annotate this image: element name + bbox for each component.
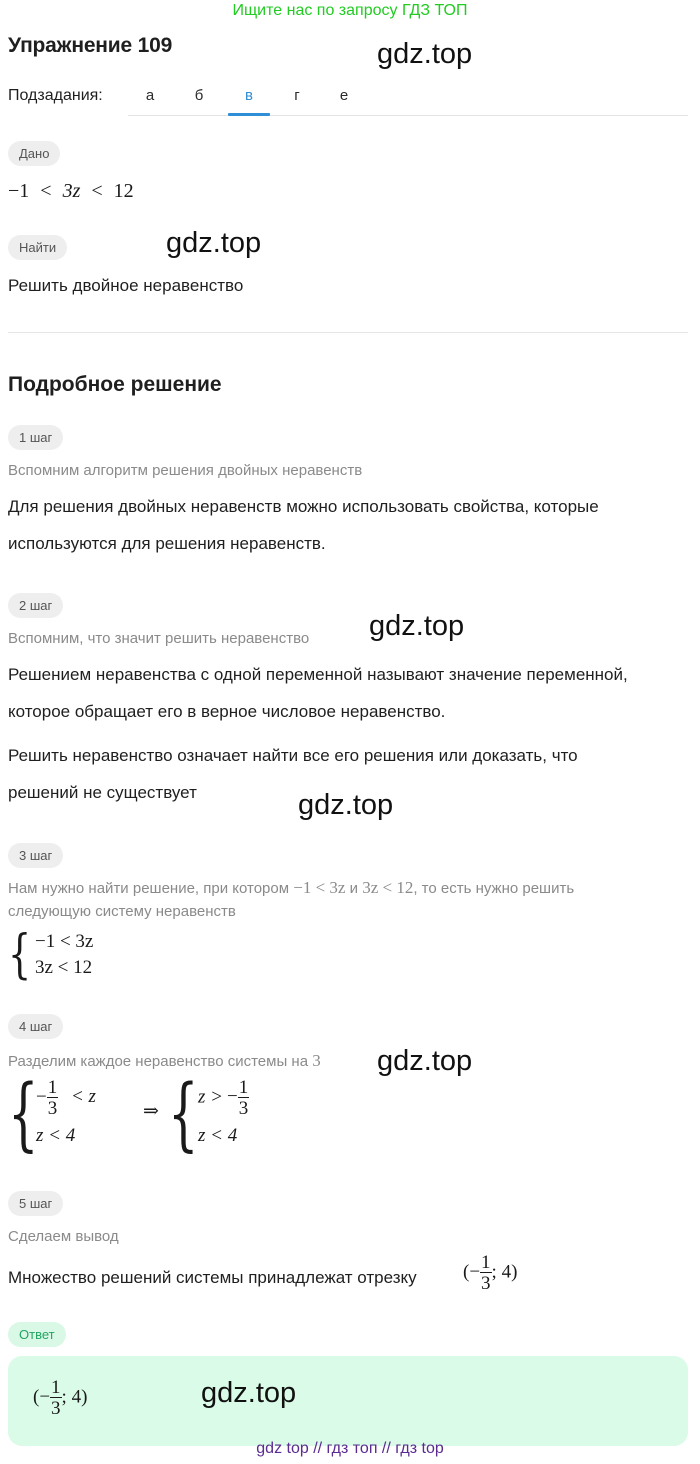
- step-3-hint-part-3: , то есть нужно решить: [413, 880, 575, 897]
- interval-close: ; 4): [491, 1261, 518, 1283]
- step-3-hint-expr-2: 3z < 12: [362, 878, 414, 897]
- tab-v-active[interactable]: в: [245, 87, 253, 104]
- section-divider: [8, 332, 688, 333]
- fraction: [480, 1253, 492, 1293]
- brace-icon: {: [168, 1067, 199, 1160]
- step-2-line-3: Решить неравенство означает найти все его решения или доказать, что: [8, 746, 578, 765]
- step-3-hint-line-2: следующую систему неравенств: [8, 903, 236, 920]
- watermark: gdz.top: [369, 610, 465, 642]
- denominator: 3: [47, 1098, 58, 1119]
- watermark: gdz.top: [166, 227, 262, 259]
- step-3-hint-part-2: и: [349, 880, 359, 897]
- step-4-hint: [8, 1051, 321, 1071]
- tab-e[interactable]: е: [339, 87, 349, 104]
- footer-links[interactable]: gdz top // гдз топ // гдз top: [256, 1440, 444, 1457]
- brace-icon: {: [8, 925, 32, 985]
- given-right: 12: [113, 180, 134, 202]
- brace-icon: {: [8, 1067, 39, 1160]
- step-3-hint: [8, 878, 574, 898]
- step-4-right-row-2: [198, 1125, 237, 1147]
- step-4-left-row-1-rest: < z: [70, 1086, 96, 1108]
- step-3-hint-expr-1: −1 < 3z: [293, 878, 346, 897]
- watermark: gdz.top: [298, 789, 394, 821]
- tab-g[interactable]: г: [294, 87, 300, 104]
- watermark: gdz.top: [201, 1377, 297, 1409]
- top-banner[interactable]: Ищите нас по запросу ГДЗ ТОП: [232, 2, 468, 19]
- step-1-line-1: Для решения двойных неравенств можно использовать свойства, которые: [8, 497, 599, 516]
- numerator: 1: [238, 1077, 249, 1098]
- fraction: [238, 1078, 250, 1118]
- step-1-hint: Вспомним алгоритм решения двойных неравенств: [8, 462, 363, 479]
- step-1-line-2: используются для решения неравенств.: [8, 534, 326, 553]
- row-lhs: z >: [198, 1086, 223, 1108]
- tab-a[interactable]: а: [145, 87, 155, 104]
- given-left: −1: [8, 180, 30, 202]
- given-expression: [8, 180, 134, 203]
- step-3-hint-part-1: Нам нужно найти решение, при котором: [8, 880, 290, 897]
- given-op1: <: [40, 180, 52, 202]
- given-op2: <: [91, 180, 103, 202]
- step-5-chip: 5 шаг: [8, 1191, 63, 1216]
- implies-arrow: ⇒: [143, 1101, 159, 1122]
- page-title: Упражнение 109: [8, 34, 173, 57]
- step-4-hint-value: 3: [312, 1051, 321, 1070]
- step-5-interval: [463, 1253, 517, 1293]
- step-4-hint-text: Разделим каждое неравенство системы на: [8, 1053, 309, 1070]
- sign: −: [36, 1086, 47, 1108]
- sign: −: [226, 1086, 238, 1108]
- solution-title: Подробное решение: [8, 373, 222, 396]
- answer-chip: Ответ: [8, 1322, 66, 1347]
- find-chip: Найти: [8, 235, 67, 260]
- interval-open: (−: [33, 1386, 51, 1408]
- step-2-line-1: Решением неравенства с одной переменной называют значение переменной,: [8, 665, 628, 684]
- step-2-hint: Вспомним, что значит решить неравенство: [8, 630, 310, 647]
- answer-box: [8, 1356, 688, 1446]
- step-4-left-row-1: [36, 1078, 96, 1118]
- tab-b[interactable]: б: [194, 87, 204, 104]
- step-4-left-row-2: [36, 1125, 75, 1147]
- step-5-text: Множество решений системы принадлежат отрезку: [8, 1268, 417, 1287]
- tabs-divider: [128, 115, 688, 116]
- given-chip: Дано: [8, 141, 60, 166]
- interval-close: ; 4): [61, 1386, 88, 1408]
- step-1-chip: 1 шаг: [8, 425, 63, 450]
- numerator: 1: [51, 1377, 61, 1398]
- row-text: z < 4: [198, 1125, 238, 1146]
- watermark: gdz.top: [377, 38, 473, 70]
- step-3-system-row-1: −1 < 3z: [35, 931, 94, 952]
- denominator: 3: [51, 1398, 61, 1419]
- watermark: gdz.top: [377, 1045, 473, 1077]
- step-3-chip: 3 шаг: [8, 843, 63, 868]
- step-4-right-row-1: [198, 1078, 249, 1118]
- numerator: 1: [481, 1252, 491, 1273]
- step-3-system-row-2: 3z < 12: [35, 957, 93, 978]
- step-2-line-4: решений не существует: [8, 783, 197, 802]
- denominator: 3: [238, 1098, 249, 1119]
- fraction: [50, 1378, 62, 1418]
- given-middle: 3z: [62, 180, 81, 202]
- step-5-hint: Сделаем вывод: [8, 1228, 119, 1245]
- interval-open: (−: [463, 1261, 481, 1283]
- subtasks-label: Подзадания:: [8, 87, 103, 104]
- step-2-line-2: которое обращает его в верное числовое неравенство.: [8, 702, 446, 721]
- step-2-chip: 2 шаг: [8, 593, 63, 618]
- fraction: [47, 1078, 59, 1118]
- answer-interval: [33, 1378, 87, 1418]
- step-4-chip: 4 шаг: [8, 1014, 63, 1039]
- find-text: Решить двойное неравенство: [8, 276, 244, 295]
- numerator: 1: [47, 1077, 58, 1098]
- active-tab-indicator: [228, 113, 270, 116]
- denominator: 3: [481, 1273, 491, 1294]
- row-text: z < 4: [36, 1125, 76, 1146]
